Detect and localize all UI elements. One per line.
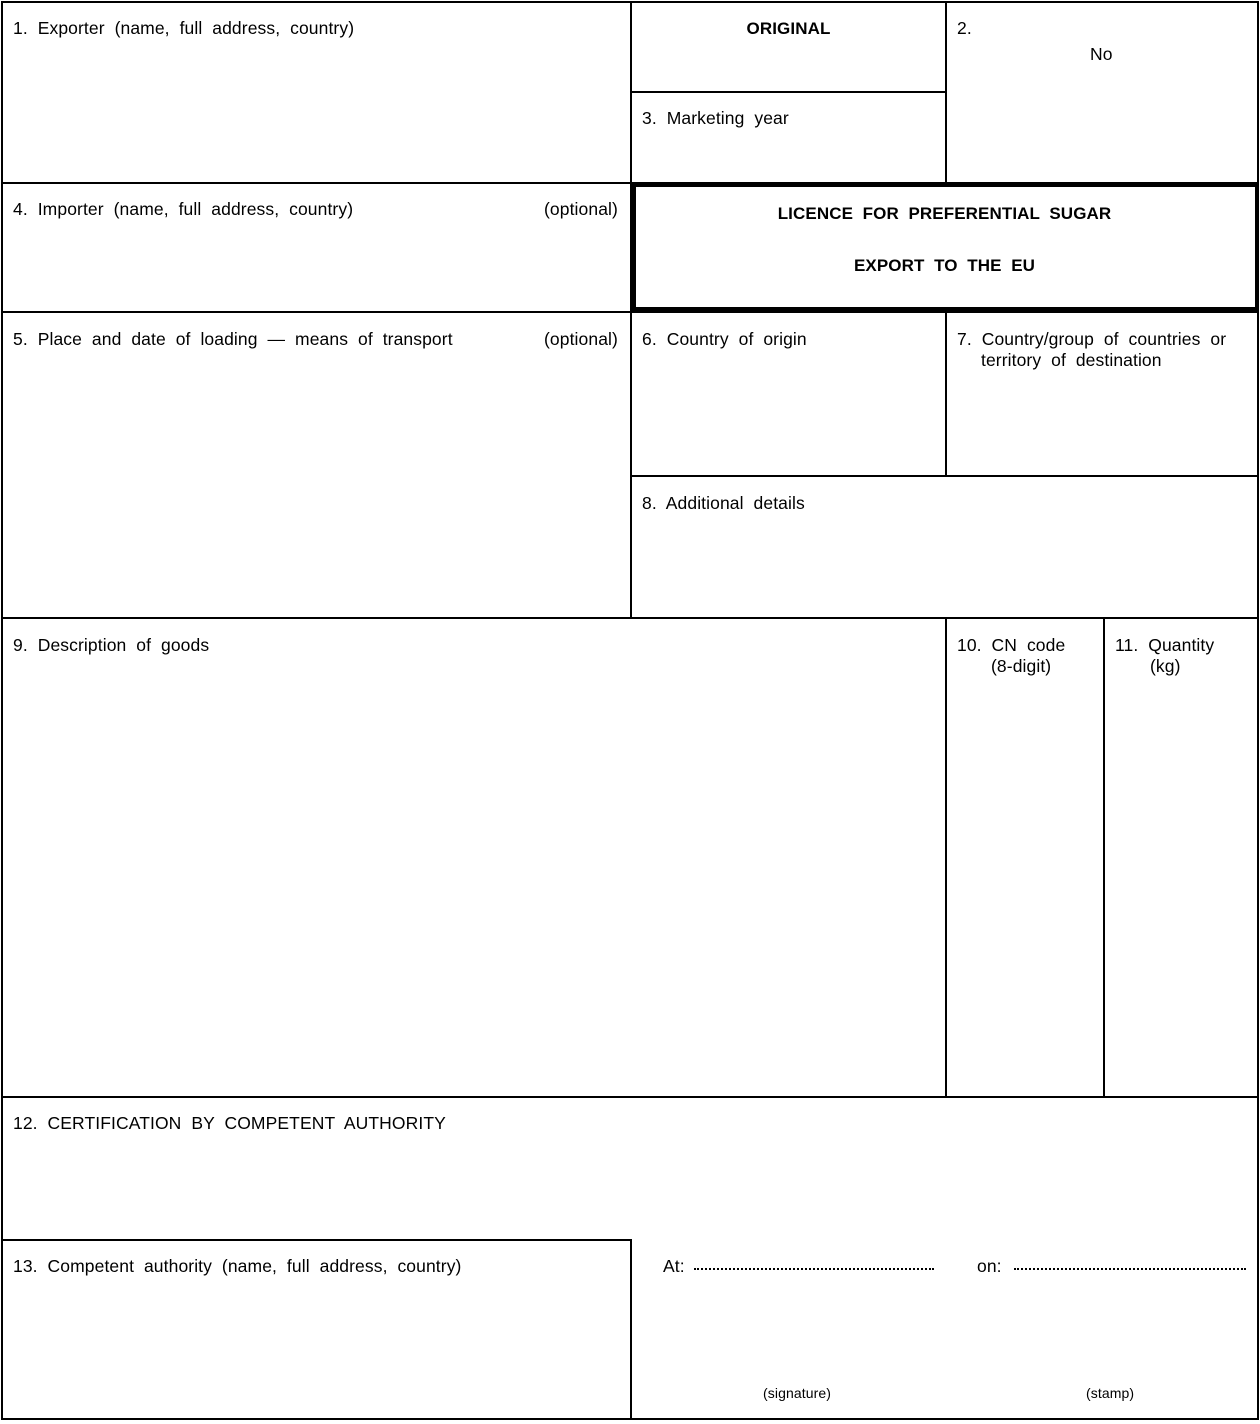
on-label: on: <box>977 1256 1002 1276</box>
divider-h-box8 <box>630 475 1259 477</box>
divider-v-1104-row4 <box>1103 617 1105 1098</box>
box4-importer-label: 4. Importer (name, full address, country) <box>13 199 354 219</box>
licence-title-line2: EXPORT TO THE EU <box>853 256 1036 275</box>
divider-h-box13-top <box>1 1239 632 1241</box>
box2-no-label: No <box>1090 44 1113 64</box>
box9-description-label: 9. Description of goods <box>13 635 210 655</box>
divider-h-row4 <box>1 1096 1259 1098</box>
at-label: At: <box>663 1256 685 1276</box>
box12-certification-label: 12. CERTIFICATION BY COMPETENT AUTHORITY <box>13 1113 446 1133</box>
box6-country-of-origin-label: 6. Country of origin <box>642 329 807 349</box>
divider-v-946-row3 <box>945 311 947 476</box>
box1-exporter-label: 1. Exporter (name, full address, country) <box>13 18 355 38</box>
signature-label: (signature) <box>763 1385 832 1401</box>
divider-h-original <box>630 91 947 93</box>
at-dotted-line[interactable] <box>694 1268 934 1270</box>
divider-h-row3 <box>1 617 1259 619</box>
divider-v-946-row4 <box>945 617 947 1098</box>
box2-number: 2. <box>957 18 972 38</box>
box5-optional-label: (optional) <box>544 329 618 349</box>
on-dotted-line[interactable] <box>1014 1268 1246 1270</box>
licence-title-line1: LICENCE FOR PREFERENTIAL SUGAR <box>777 204 1112 223</box>
divider-v-631-row3 <box>630 311 632 619</box>
box11-quantity-label-line1: 11. Quantity <box>1115 635 1215 655</box>
original-label: ORIGINAL <box>746 19 831 38</box>
box7-destination-label-line1: 7. Country/group of countries or <box>957 329 1227 349</box>
box3-marketing-year-label: 3. Marketing year <box>642 108 789 128</box>
stamp-label: (stamp) <box>1086 1385 1135 1401</box>
box8-additional-details-label: 8. Additional details <box>642 493 805 513</box>
box11-quantity-label-line2: (kg) <box>1150 656 1181 676</box>
box13-competent-authority-label: 13. Competent authority (name, full address, country) <box>13 1256 462 1276</box>
box5-loading-label: 5. Place and date of loading — means of transport <box>13 329 453 349</box>
box4-optional-label: (optional) <box>544 199 618 219</box>
box10-cn-code-label-line2: (8-digit) <box>991 656 1052 676</box>
box10-cn-code-label-line1: 10. CN code <box>957 635 1066 655</box>
box7-destination-label-line2: territory of destination <box>981 350 1162 370</box>
outer-border-left <box>1 1 3 1420</box>
divider-v-631-box13 <box>630 1239 632 1420</box>
